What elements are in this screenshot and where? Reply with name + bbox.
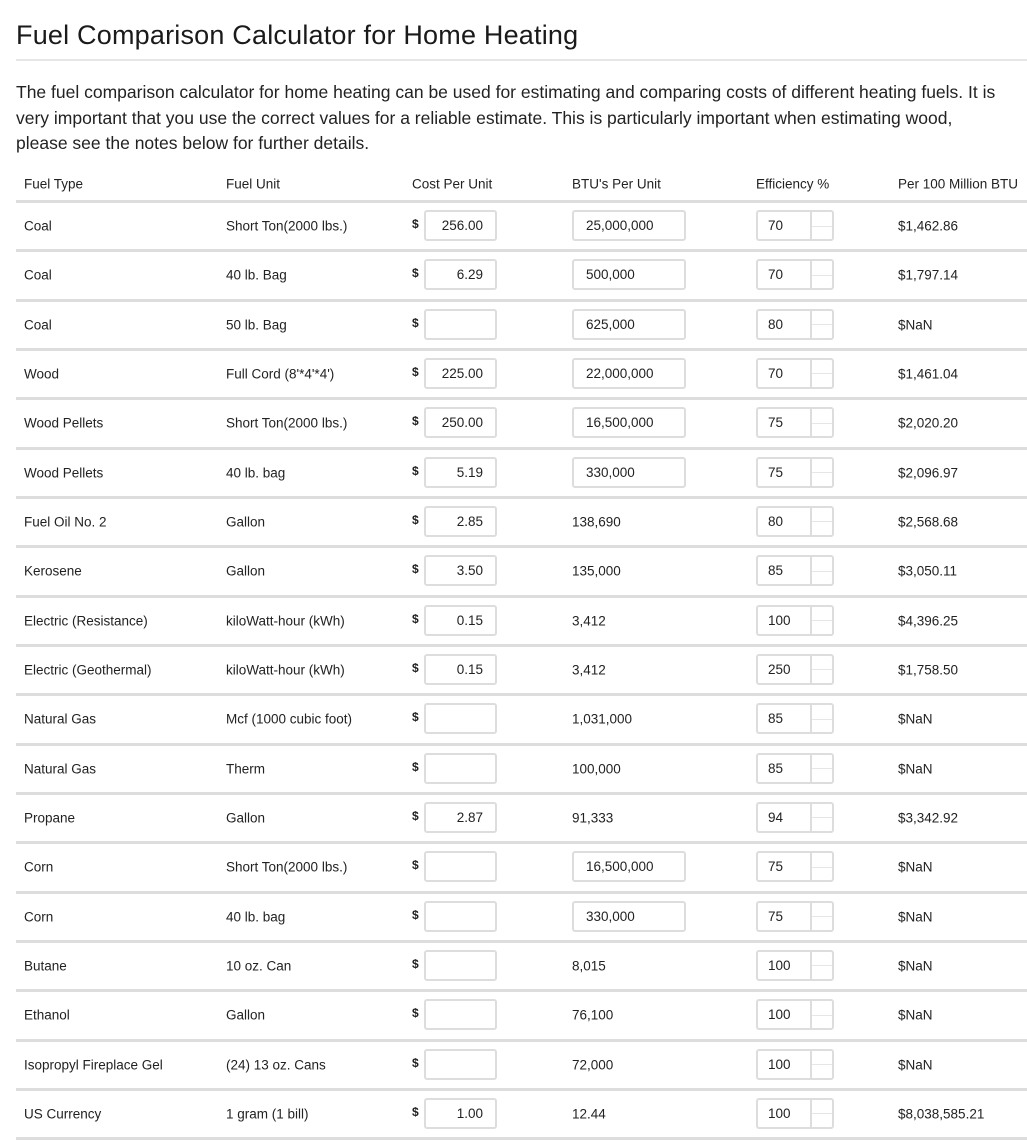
currency-symbol: $ bbox=[412, 907, 419, 922]
page-title: Fuel Comparison Calculator for Home Heating bbox=[16, 20, 579, 50]
btu-input[interactable]: 25,000,000 bbox=[572, 210, 686, 241]
fuel-type: Corn bbox=[24, 859, 54, 875]
cost-input[interactable]: 3.50 bbox=[424, 555, 497, 586]
fuel-unit: Short Ton(2000 lbs.) bbox=[226, 415, 348, 431]
table-row bbox=[16, 1042, 1027, 1091]
cost-input[interactable]: 2.85 bbox=[424, 506, 497, 537]
cost-per-100m-btu: $8,038,585.21 bbox=[898, 1106, 985, 1122]
currency-symbol: $ bbox=[412, 660, 419, 675]
header-efficiency: Efficiency % bbox=[756, 176, 830, 192]
btu-input[interactable]: 500,000 bbox=[572, 259, 686, 290]
fuel-type: US Currency bbox=[24, 1106, 102, 1122]
fuel-unit: kiloWatt-hour (kWh) bbox=[226, 613, 345, 629]
efficiency-stepper[interactable] bbox=[756, 950, 834, 981]
currency-symbol: $ bbox=[412, 611, 419, 626]
table-row bbox=[16, 351, 1027, 400]
efficiency-value: 75 bbox=[768, 859, 784, 875]
btu-value: 135,000 bbox=[572, 563, 621, 579]
cost-input[interactable] bbox=[424, 753, 497, 784]
spinner-buttons[interactable] bbox=[810, 409, 832, 436]
btu-input[interactable]: 330,000 bbox=[572, 457, 686, 488]
efficiency-stepper[interactable] bbox=[756, 358, 834, 389]
currency-symbol: $ bbox=[412, 217, 419, 231]
spinner-buttons[interactable] bbox=[810, 1051, 832, 1078]
table-row bbox=[16, 203, 1027, 252]
table-row bbox=[16, 1091, 1027, 1140]
efficiency-value: 100 bbox=[768, 1007, 791, 1023]
fuel-type: Electric (Geothermal) bbox=[24, 662, 152, 678]
efficiency-stepper[interactable] bbox=[756, 605, 834, 636]
efficiency-value: 100 bbox=[768, 1056, 791, 1072]
currency-symbol: $ bbox=[412, 1055, 419, 1070]
efficiency-value: 70 bbox=[768, 218, 784, 233]
currency-symbol: $ bbox=[412, 463, 419, 478]
intro-text bbox=[16, 80, 1027, 157]
cost-input[interactable] bbox=[424, 950, 497, 981]
fuel-unit: Gallon bbox=[226, 1007, 266, 1023]
cost-per-100m-btu: $2,568.68 bbox=[898, 514, 959, 530]
efficiency-value: 70 bbox=[768, 365, 784, 381]
currency-symbol: $ bbox=[412, 414, 419, 429]
efficiency-stepper[interactable] bbox=[756, 851, 834, 882]
cost-per-100m-btu: $1,797.14 bbox=[898, 267, 959, 283]
efficiency-stepper[interactable] bbox=[756, 802, 834, 833]
efficiency-stepper[interactable] bbox=[756, 506, 834, 537]
currency-symbol: $ bbox=[412, 562, 419, 577]
cost-per-100m-btu: $1,462.86 bbox=[898, 218, 959, 234]
btu-input[interactable]: 16,500,000 bbox=[572, 407, 686, 438]
header-cost: Cost Per Unit bbox=[412, 176, 493, 192]
currency-symbol: $ bbox=[412, 364, 419, 379]
btu-input[interactable]: 16,500,000 bbox=[572, 851, 686, 882]
btu-input[interactable]: 22,000,000 bbox=[572, 358, 686, 389]
cost-per-100m-btu: $1,758.50 bbox=[898, 662, 959, 678]
table-row bbox=[16, 548, 1027, 597]
table-row bbox=[16, 943, 1027, 992]
fuel-unit: Gallon bbox=[226, 810, 266, 826]
fuel-unit: Gallon bbox=[226, 514, 266, 530]
fuel-type: Isopropyl Fireplace Gel bbox=[24, 1057, 163, 1073]
table-row bbox=[16, 400, 1027, 449]
spinner-buttons[interactable] bbox=[810, 508, 832, 535]
spinner-buttons[interactable] bbox=[810, 311, 832, 338]
fuel-unit: Mcf (1000 cubic foot) bbox=[226, 711, 353, 727]
efficiency-value: 80 bbox=[768, 513, 784, 529]
fuel-type: Wood Pellets bbox=[24, 465, 104, 481]
efficiency-stepper[interactable] bbox=[756, 407, 834, 438]
cost-input[interactable]: 250.00 bbox=[424, 407, 497, 438]
cost-per-100m-btu: $NaN bbox=[898, 1057, 933, 1073]
currency-symbol: $ bbox=[412, 512, 419, 527]
fuel-type: Coal bbox=[24, 218, 52, 234]
table-row bbox=[16, 647, 1027, 696]
fuel-unit: 1 gram (1 bill) bbox=[226, 1106, 309, 1122]
spinner-buttons[interactable] bbox=[810, 212, 832, 239]
currency-symbol: $ bbox=[412, 710, 419, 725]
efficiency-stepper[interactable] bbox=[756, 999, 834, 1030]
btu-value: 138,690 bbox=[572, 514, 621, 530]
cost-input[interactable]: 1.00 bbox=[424, 1098, 497, 1129]
fuel-unit: 40 lb. bag bbox=[226, 465, 286, 481]
fuel-unit: 50 lb. Bag bbox=[226, 317, 287, 333]
intro-line: The fuel comparison calculator for home heating can be used for estimating and comparing costs of different heating fuels. It is bbox=[16, 82, 996, 102]
table-row bbox=[16, 746, 1027, 795]
table-row bbox=[16, 844, 1027, 893]
spinner-buttons[interactable] bbox=[810, 557, 832, 584]
spinner-buttons[interactable] bbox=[810, 360, 832, 387]
spinner-buttons[interactable] bbox=[810, 656, 832, 683]
cost-input[interactable]: 0.15 bbox=[424, 605, 497, 636]
fuel-type: Electric (Resistance) bbox=[24, 613, 148, 629]
fuel-type: Propane bbox=[24, 810, 76, 826]
efficiency-stepper[interactable] bbox=[756, 555, 834, 586]
efficiency-stepper[interactable] bbox=[756, 901, 834, 932]
btu-value: 12.44 bbox=[572, 1106, 606, 1122]
btu-value: 3,412 bbox=[572, 662, 606, 678]
spinner-buttons[interactable] bbox=[810, 903, 832, 930]
spinner-buttons[interactable] bbox=[810, 755, 832, 782]
efficiency-value: 80 bbox=[768, 316, 784, 332]
fuel-type: Coal bbox=[24, 317, 52, 333]
fuel-unit: Short Ton(2000 lbs.) bbox=[226, 859, 348, 875]
header-per-100m-btu: Per 100 Million BTU bbox=[898, 176, 1019, 192]
efficiency-value: 85 bbox=[768, 711, 784, 727]
table-row bbox=[16, 894, 1027, 943]
spinner-buttons[interactable] bbox=[810, 952, 832, 979]
intro-line: please see the notes below for further details. bbox=[16, 133, 370, 153]
efficiency-value: 100 bbox=[768, 612, 791, 628]
spinner-buttons[interactable] bbox=[810, 459, 832, 486]
fuel-type: Natural Gas bbox=[24, 761, 97, 777]
efficiency-stepper[interactable] bbox=[756, 703, 834, 734]
btu-value: 72,000 bbox=[572, 1057, 614, 1073]
fuel-unit: kiloWatt-hour (kWh) bbox=[226, 662, 345, 678]
cost-per-100m-btu: $NaN bbox=[898, 909, 933, 925]
table-row bbox=[16, 302, 1027, 351]
cost-per-100m-btu: $3,050.11 bbox=[898, 563, 958, 579]
currency-symbol: $ bbox=[412, 315, 419, 330]
currency-symbol: $ bbox=[412, 266, 419, 281]
spinner-buttons[interactable] bbox=[810, 607, 832, 634]
currency-symbol: $ bbox=[412, 1006, 419, 1021]
fuel-unit: (24) 13 oz. Cans bbox=[226, 1057, 326, 1073]
currency-symbol: $ bbox=[412, 1104, 419, 1119]
spinner-buttons[interactable] bbox=[810, 804, 832, 831]
btu-value: 91,333 bbox=[572, 810, 614, 826]
btu-input[interactable]: 330,000 bbox=[572, 901, 686, 932]
spinner-buttons[interactable] bbox=[810, 261, 832, 288]
efficiency-stepper[interactable] bbox=[756, 259, 834, 290]
efficiency-value: 250 bbox=[768, 661, 791, 677]
table-row bbox=[16, 252, 1027, 301]
efficiency-value: 100 bbox=[768, 1105, 791, 1121]
cost-per-100m-btu: $NaN bbox=[898, 1007, 933, 1023]
spinner-buttons[interactable] bbox=[810, 1100, 832, 1127]
cost-input[interactable]: 2.87 bbox=[424, 802, 497, 833]
efficiency-stepper[interactable] bbox=[756, 1098, 834, 1129]
header-btu: BTU's Per Unit bbox=[572, 176, 661, 192]
header-fuel-type: Fuel Type bbox=[24, 176, 84, 192]
cost-input[interactable] bbox=[424, 309, 497, 340]
cost-input[interactable] bbox=[424, 851, 497, 882]
currency-symbol: $ bbox=[412, 759, 419, 774]
fuel-unit: 40 lb. bag bbox=[226, 909, 286, 925]
cost-input[interactable]: 256.00 bbox=[424, 210, 497, 241]
cost-input[interactable]: 6.29 bbox=[424, 259, 497, 290]
btu-value: 100,000 bbox=[572, 761, 621, 777]
btu-value: 3,412 bbox=[572, 613, 606, 629]
fuel-unit: Gallon bbox=[226, 563, 266, 579]
cost-per-100m-btu: $1,461.04 bbox=[898, 366, 959, 382]
fuel-type: Corn bbox=[24, 909, 54, 925]
cost-input[interactable] bbox=[424, 1049, 497, 1080]
efficiency-stepper[interactable] bbox=[756, 1049, 834, 1080]
cost-per-100m-btu: $2,096.97 bbox=[898, 465, 959, 481]
cost-per-100m-btu: $2,020.20 bbox=[898, 415, 959, 431]
fuel-unit: Therm bbox=[226, 761, 266, 777]
table-row bbox=[16, 598, 1027, 647]
table-row bbox=[16, 795, 1027, 844]
cost-input[interactable] bbox=[424, 901, 497, 932]
fuel-type: Ethanol bbox=[24, 1007, 70, 1023]
cost-input[interactable]: 5.19 bbox=[424, 457, 497, 488]
fuel-table bbox=[16, 170, 1027, 1140]
spinner-buttons[interactable] bbox=[810, 1001, 832, 1028]
cost-per-100m-btu: $NaN bbox=[898, 859, 933, 875]
efficiency-value: 85 bbox=[768, 760, 784, 776]
efficiency-value: 94 bbox=[768, 809, 784, 825]
cost-input[interactable]: 225.00 bbox=[424, 358, 497, 389]
btu-value: 8,015 bbox=[572, 958, 606, 974]
cost-input[interactable]: 0.15 bbox=[424, 654, 497, 685]
divider bbox=[16, 59, 1027, 61]
spinner-buttons[interactable] bbox=[810, 853, 832, 880]
efficiency-stepper[interactable] bbox=[756, 457, 834, 488]
table-row bbox=[16, 450, 1027, 499]
cost-input[interactable] bbox=[424, 999, 497, 1030]
efficiency-value: 75 bbox=[768, 415, 784, 431]
efficiency-value: 85 bbox=[768, 563, 784, 579]
cost-per-100m-btu: $NaN bbox=[898, 711, 933, 727]
fuel-type: Fuel Oil No. 2 bbox=[24, 514, 107, 530]
efficiency-value: 100 bbox=[768, 957, 791, 973]
currency-symbol: $ bbox=[412, 808, 419, 823]
btu-input[interactable]: 625,000 bbox=[572, 309, 686, 340]
btu-value: 1,031,000 bbox=[572, 711, 633, 727]
table-row bbox=[16, 696, 1027, 745]
currency-symbol: $ bbox=[412, 956, 419, 971]
fuel-unit: Short Ton(2000 lbs.) bbox=[226, 218, 348, 234]
fuel-type: Butane bbox=[24, 958, 67, 974]
currency-symbol: $ bbox=[412, 858, 419, 873]
cost-per-100m-btu: $NaN bbox=[898, 761, 933, 777]
fuel-type: Coal bbox=[24, 267, 52, 283]
table-header bbox=[16, 170, 1027, 203]
table-row bbox=[16, 992, 1027, 1041]
intro-line: very important that you use the correct values for a reliable estimate. This is particularly important when estimating wood, bbox=[16, 107, 953, 128]
fuel-type: Wood bbox=[24, 366, 60, 382]
fuel-type: Kerosene bbox=[24, 563, 82, 579]
efficiency-value: 75 bbox=[768, 908, 784, 924]
fuel-type: Natural Gas bbox=[24, 711, 97, 727]
efficiency-value: 75 bbox=[768, 464, 784, 480]
cost-input[interactable] bbox=[424, 703, 497, 734]
spinner-buttons[interactable] bbox=[810, 705, 832, 732]
efficiency-stepper[interactable] bbox=[756, 654, 834, 685]
fuel-unit: 10 oz. Can bbox=[226, 958, 292, 974]
cost-per-100m-btu: $3,342.92 bbox=[898, 810, 959, 826]
efficiency-stepper[interactable] bbox=[756, 753, 834, 784]
btu-value: 76,100 bbox=[572, 1007, 614, 1023]
fuel-unit: 40 lb. Bag bbox=[226, 267, 287, 283]
cost-per-100m-btu: $NaN bbox=[898, 958, 933, 974]
fuel-unit: Full Cord (8'*4'*4') bbox=[226, 366, 335, 382]
header-fuel-unit: Fuel Unit bbox=[226, 176, 281, 192]
cost-per-100m-btu: $NaN bbox=[898, 317, 933, 333]
fuel-type: Wood Pellets bbox=[24, 415, 104, 431]
cost-per-100m-btu: $4,396.25 bbox=[898, 613, 959, 629]
table-row bbox=[16, 499, 1027, 548]
efficiency-value: 70 bbox=[768, 267, 784, 283]
efficiency-stepper[interactable] bbox=[756, 210, 834, 241]
efficiency-stepper[interactable] bbox=[756, 309, 834, 340]
